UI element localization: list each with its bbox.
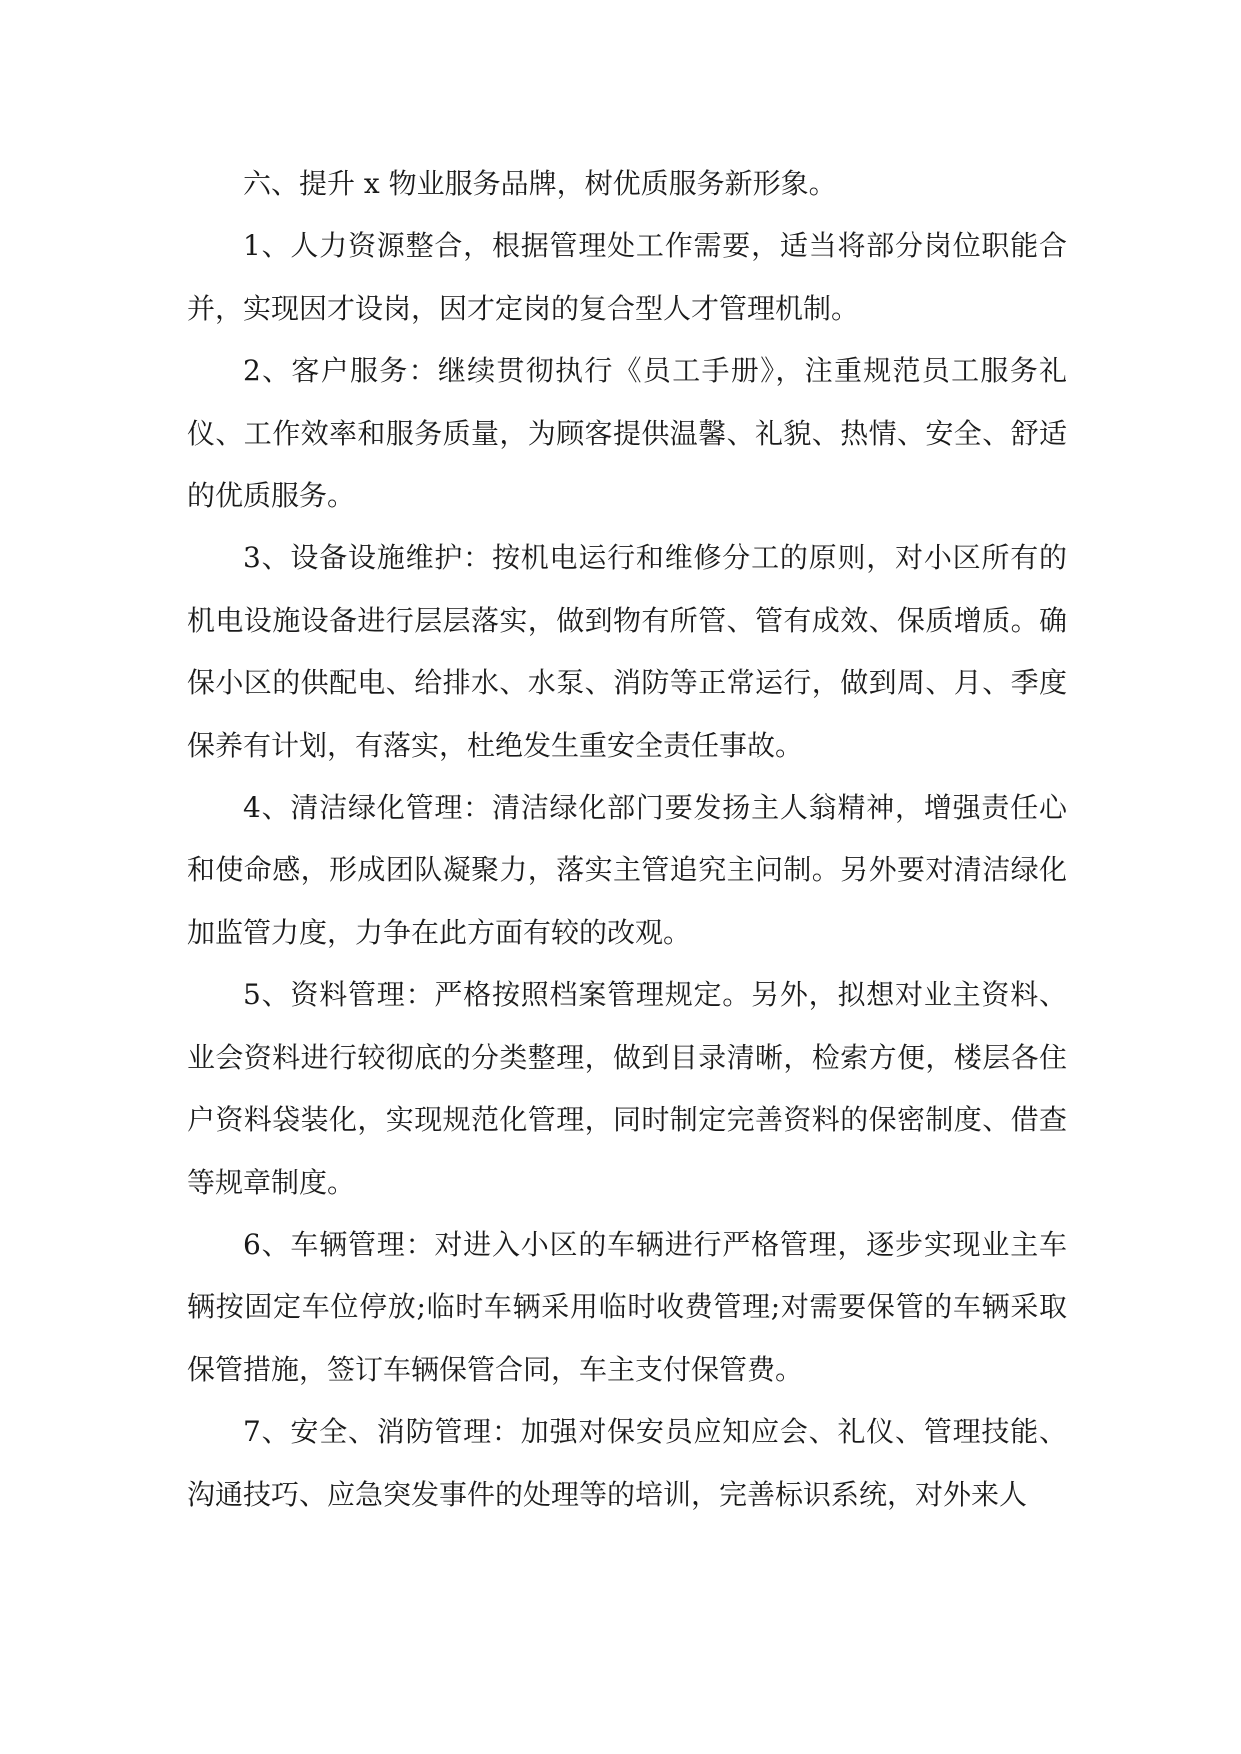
paragraph-item-7: 7、安全、消防管理：加强对保安员应知应会、礼仪、管理技能、沟通技巧、应急突发事件的处理等的培训，完善标识系统，对外来人 bbox=[187, 1415, 1067, 1511]
paragraph-section-heading: 六、提升 x 物业服务品牌，树优质服务新形象。 bbox=[243, 167, 837, 200]
paragraph-item-5: 5、资料管理：严格按照档案管理规定。另外，拟想对业主资料、业会资料进行较彻底的分类整理，做到目录清晰，检索方便，楼层各住户资料袋装化，实现规范化管理，同时制定完善资料的保密制度、借查等规章制度。 bbox=[187, 978, 1067, 1199]
paragraph-item-6: 6、车辆管理：对进入小区的车辆进行严格管理，逐步实现业主车辆按固定车位停放;临时车辆采用临时收费管理;对需要保管的车辆采取保管措施，签订车辆保管合同，车主支付保管费。 bbox=[187, 1227, 1067, 1386]
paragraph-item-3: 3、设备设施维护：按机电运行和维修分工的原则，对小区所有的机电设施设备进行层层落实，做到物有所管、管有成效、保质增质。确保小区的供配电、给排水、水泵、消防等正常运行，做到周、月、季度保养有计划，有落实，杜绝发生重安全责任事故。 bbox=[187, 541, 1067, 762]
document-body bbox=[187, 153, 1067, 1526]
paragraph-item-2: 2、客户服务：继续贯彻执行《员工手册》，注重规范员工服务礼仪、工作效率和服务质量，为顾客提供温馨、礼貌、热情、安全、舒适的优质服务。 bbox=[187, 354, 1067, 513]
paragraph-item-4: 4、清洁绿化管理：清洁绿化部门要发扬主人翁精神，增强责任心和使命感，形成团队凝聚力，落实主管追究主问制。另外要对清洁绿化加监管力度，力争在此方面有较的改观。 bbox=[187, 791, 1067, 949]
paragraph-item-1: 1、人力资源整合，根据管理处工作需要，适当将部分岗位职能合并，实现因才设岗，因才定岗的复合型人才管理机制。 bbox=[187, 229, 1067, 325]
